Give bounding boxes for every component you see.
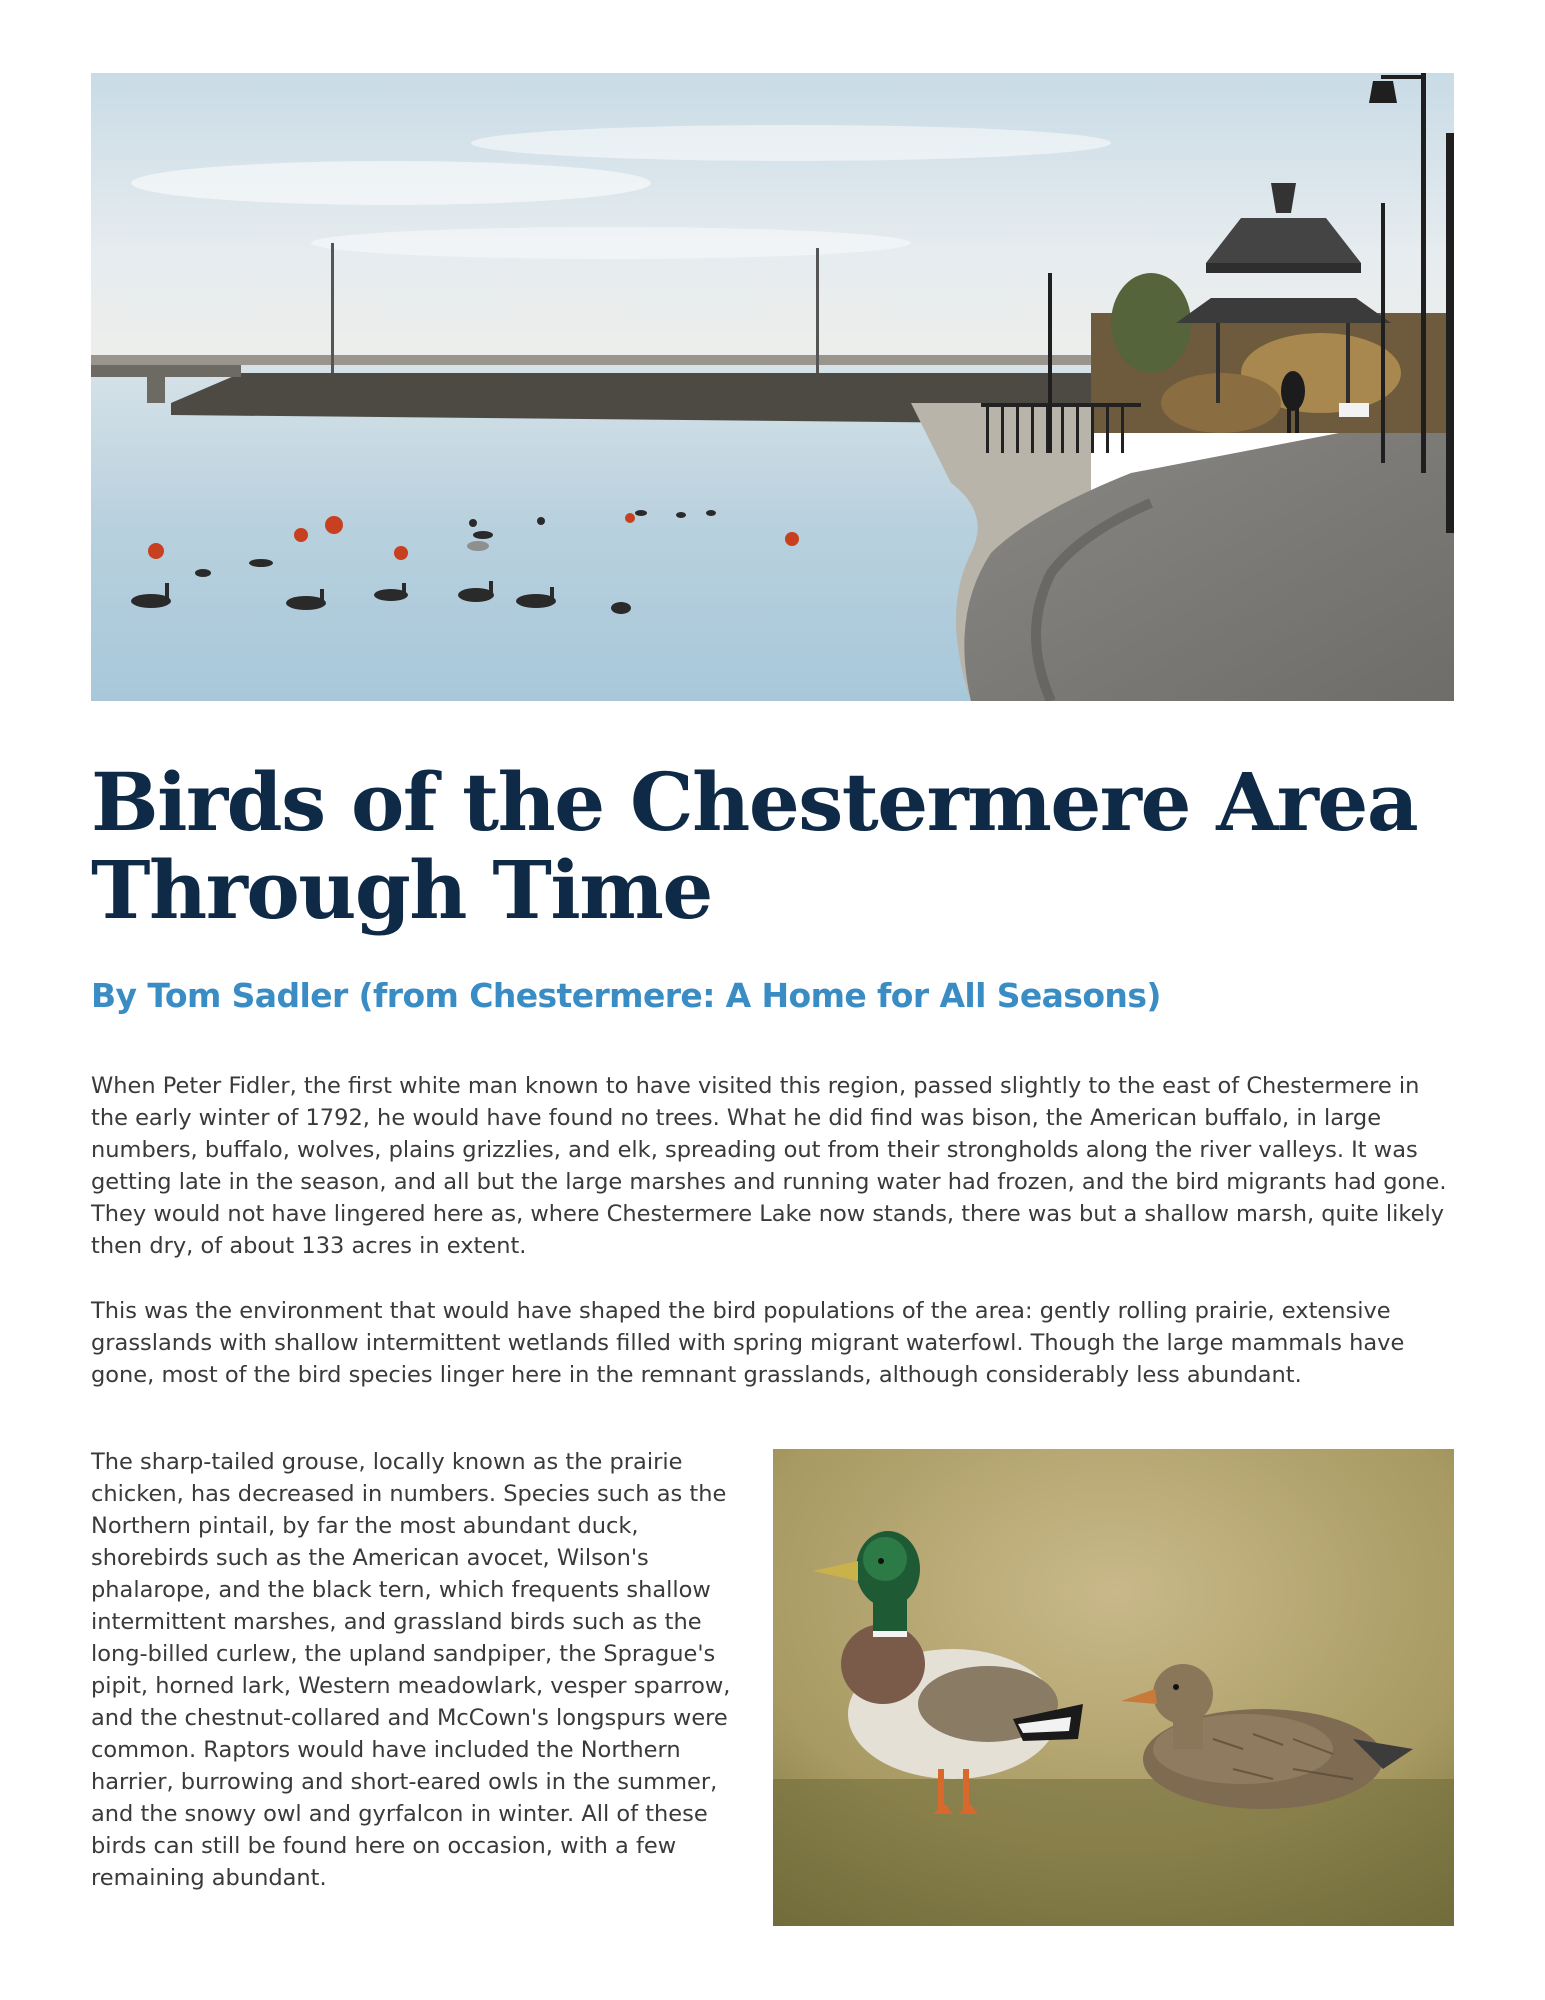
- article-paragraph: When Peter Fidler, the first white man known to have visited this region, passed slightly to the east of Chestermere in the early winter of 1792, he would have found no trees. What he did find was bison, the American buffalo, in large numbers, buffalo, wolves, plains grizzlies, and elk, spreading out from their strongholds along the river valleys. It was getting late in the season, and all but the large marshes and running water had frozen, and the bird migrants had gone. They would not have lingered here as, where Chestermere Lake now stands, there was but a shallow marsh, quite likely then dry, of about 133 acres in extent.: [91, 1073, 1447, 1259]
- article-title: Birds of the Chestermere Area Through Time: [91, 755, 1418, 937]
- mallards-photo: [773, 1449, 1454, 1926]
- hero-photo: [91, 73, 1454, 701]
- article-paragraph: The sharp-tailed grouse, locally known as the prairie chicken, has decreased in numbers. Species such as the Northern pintail, by far the most abundant duck, shorebirds such as the American avocet, Wilson's phalarope, and the black tern, which frequents shallow intermittent marshes, and grassland birds such as the long-billed curlew, the upland sandpiper, the Sprague's pipit, horned lark, Western meadowlark, vesper sparrow, and the chestnut-collared and McCown's longspurs were common. Raptors would have included the Northern harrier, burrowing and short-eared owls in the summer, and the snowy owl and gyrfalcon in winter. All of these birds can still be found here on occasion, with a few remaining abundant.: [91, 1449, 731, 1891]
- article-byline: By Tom Sadler (from Chestermere: A Home for All Seasons): [91, 976, 1161, 1015]
- article-paragraph: This was the environment that would have shaped the bird populations of the area: gently rolling prairie, extensive grasslands with shallow intermittent wetlands filled with spring migrant waterfowl. Though the large mammals have gone, most of the bird species linger here in the remnant grasslands, although considerably less abundant.: [91, 1298, 1405, 1388]
